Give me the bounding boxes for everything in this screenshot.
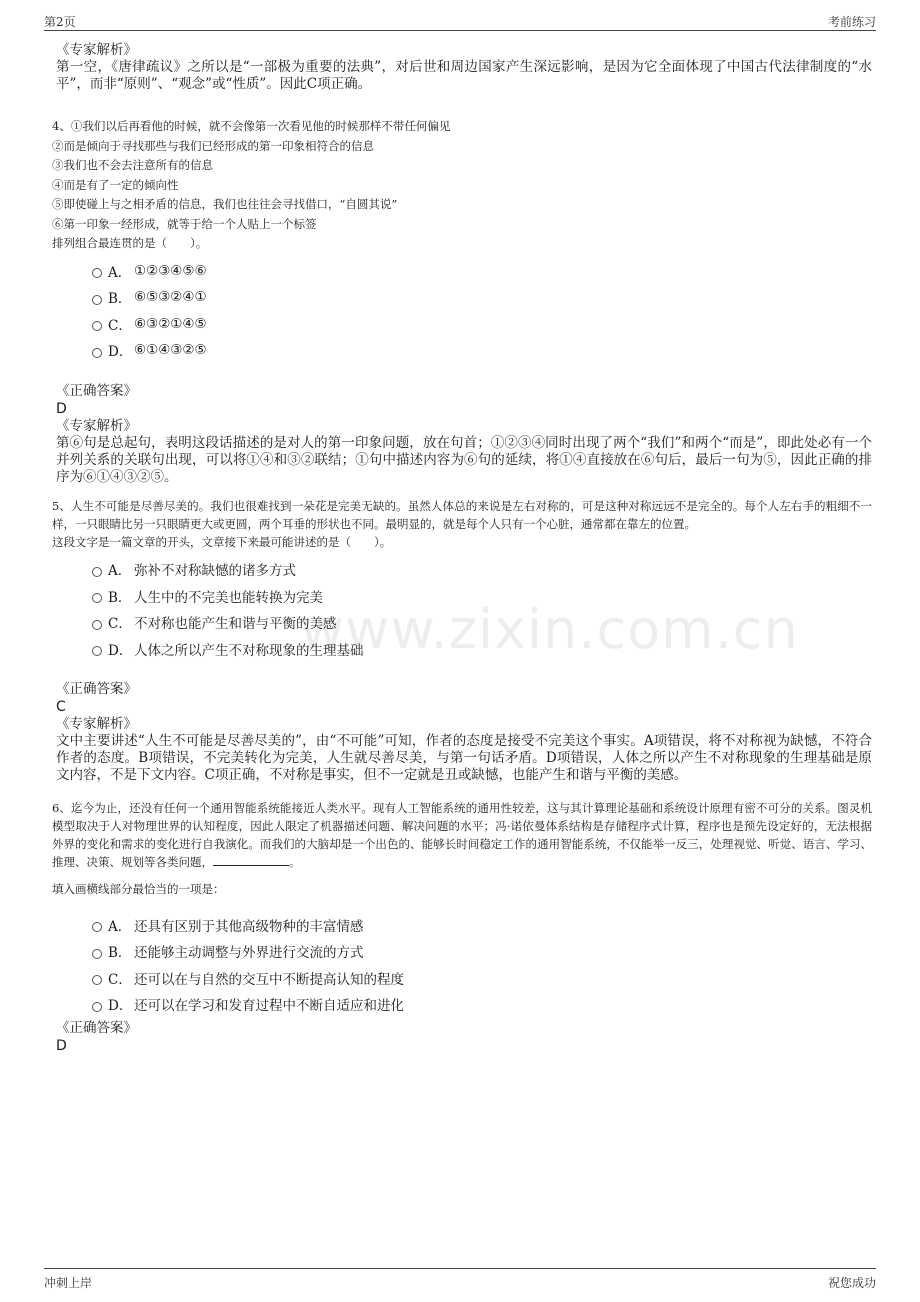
radio-icon[interactable] xyxy=(92,268,102,278)
option-letter: D． xyxy=(108,998,133,1015)
header-title: 考前练习 xyxy=(827,14,876,29)
page-footer xyxy=(44,1268,876,1293)
option-a[interactable] xyxy=(92,912,872,939)
option-letter: A． xyxy=(108,264,132,281)
question-line: ⑤即使碰上与之相矛盾的信息，我们也往往会寻找借口，“自圆其说” xyxy=(52,197,398,211)
option-letter: C． xyxy=(108,971,132,988)
answer-label: 《正确答案》 xyxy=(56,382,137,399)
question-tail: 。 xyxy=(289,855,301,869)
option-d[interactable] xyxy=(92,337,872,364)
options-list xyxy=(92,912,872,1018)
answer-value: D xyxy=(56,1037,67,1054)
watermark: www.zixin.com.cn xyxy=(300,598,799,661)
answer-value: C xyxy=(56,699,66,715)
question-prompt: 这段文字是一篇文章的开头，文章接下来最可能讲述的是（ ）。 xyxy=(52,534,392,549)
radio-icon[interactable] xyxy=(92,620,102,630)
radio-icon[interactable] xyxy=(92,321,102,331)
question-text: 5、人生不可能是尽善尽美的。我们也很难找到一朵花是完美无缺的。虽然人体总的来说是左右对称的，可是这种对称远远不是完全的。每个人左右手的粗细不一样，一只眼睛比另一只眼睛更大或更圆，两个耳垂的形状也不同。最明显的，就是每个人只有一个心脏，通常都在靠左的位置。 xyxy=(52,498,872,531)
option-letter: C． xyxy=(108,317,132,334)
option-b[interactable] xyxy=(92,284,872,311)
answer-label: 《正确答案》 xyxy=(56,681,137,697)
option-b[interactable] xyxy=(92,938,872,965)
radio-icon[interactable] xyxy=(92,567,102,577)
option-text: 还具有区别于其他高级物种的丰富情感 xyxy=(134,918,364,935)
page-header xyxy=(44,12,876,31)
analysis-label: 《专家解析》 xyxy=(56,42,137,58)
option-text: ⑥①④③②⑤ xyxy=(134,342,207,359)
fill-blank xyxy=(213,853,289,866)
question-text xyxy=(52,799,872,871)
question-4 xyxy=(52,117,872,486)
option-letter: C． xyxy=(108,616,132,633)
option-letter: B． xyxy=(108,291,132,308)
option-text: ⑥③②①④⑤ xyxy=(134,315,207,332)
radio-icon[interactable] xyxy=(92,646,102,656)
option-b[interactable] xyxy=(92,583,872,610)
answer-value: D xyxy=(56,400,67,417)
option-c[interactable] xyxy=(92,311,872,338)
option-text: 还可以在学习和发育过程中不断自适应和进化 xyxy=(134,998,404,1015)
footer-left: 冲刺上岸 xyxy=(44,1275,93,1290)
option-letter: D． xyxy=(108,642,133,659)
option-text: 人生中的不完美也能转换为完美 xyxy=(134,589,323,606)
analysis-label: 《专家解析》 xyxy=(56,417,137,434)
option-a[interactable] xyxy=(92,258,872,285)
question-line: ④而是有了一定的倾向性 xyxy=(52,177,179,192)
question-5 xyxy=(52,497,872,785)
option-text: ⑥⑤③②④① xyxy=(134,289,207,306)
analysis-text: 文中主要讲述“人生不可能是尽善尽美的”，由“不可能”可知，作者的态度是接受不完美这个事实。A项错误，将不对称视为缺憾，不符合作者的态度。B项错误，不完美转化为完美，人生就尽善尽美，与第一句话矛盾。D项错误，人体之所以产生不对称现象的生理基础是原文内容，不是下文内容。C项正确，不对称是事实，但不一定就是丑或缺憾，也能产生和谐与平衡的美感。 xyxy=(56,733,872,783)
option-d[interactable] xyxy=(92,991,872,1018)
radio-icon[interactable] xyxy=(92,949,102,959)
option-letter: D． xyxy=(108,344,133,361)
radio-icon[interactable] xyxy=(92,593,102,603)
radio-icon[interactable] xyxy=(92,1002,102,1012)
question-prompt: 排列组合最连贯的是（ ）。 xyxy=(52,236,208,250)
option-text: ①②③④⑤⑥ xyxy=(134,262,207,279)
radio-icon[interactable] xyxy=(92,348,102,358)
option-letter: B． xyxy=(108,945,132,962)
answer-label: 《正确答案》 xyxy=(56,1019,137,1036)
option-letter: A． xyxy=(108,563,132,580)
options-list xyxy=(92,556,872,662)
option-d[interactable] xyxy=(92,636,872,663)
option-a[interactable] xyxy=(92,556,872,583)
page-number: 第2页 xyxy=(44,14,76,29)
analysis-text: 第一空，《唐律疏议》之所以是“一部极为重要的法典”，对后世和周边国家产生深远影响，是因为它全面体现了中国古代法律制度的“水平”，而非“原则”、“观念”或“性质”。因此C项正确。 xyxy=(56,59,872,92)
option-letter: A． xyxy=(108,918,132,935)
options-list xyxy=(92,258,872,364)
analysis-text: 第⑥句是总起句，表明这段话描述的是对人的第一印象问题，放在句首；①②③④同时出现了两个“我们”和两个“而是”，即此处必有一个并列关系的关联句出现，可以将①④和③②联结；①句中描述内容为⑥句的延续，将①④直接放在⑥句后，最后一句为⑤，因此正确的排序为⑥①④③②⑤。 xyxy=(56,434,872,485)
option-c[interactable] xyxy=(92,965,872,992)
question-line: 4、①我们以后再看他的时候，就不会像第一次看见他的时候那样不带任何偏见 xyxy=(52,119,451,133)
footer-right: 祝您成功 xyxy=(827,1275,876,1290)
radio-icon[interactable] xyxy=(92,922,102,932)
radio-icon[interactable] xyxy=(92,975,102,985)
prev-analysis xyxy=(52,42,872,93)
option-text: 还可以在与自然的交互中不断提高认知的程度 xyxy=(134,971,404,988)
radio-icon[interactable] xyxy=(92,295,102,305)
option-letter: B． xyxy=(108,589,132,606)
option-text: 人体之所以产生不对称现象的生理基础 xyxy=(134,642,364,659)
document-body xyxy=(52,42,872,1055)
question-prompt: 填入画横线部分最恰当的一项是： xyxy=(52,882,225,896)
question-line: ③我们也不会去注意所有的信息 xyxy=(52,158,213,172)
question-body: 6、迄今为止，还没有任何一个通用智能系统能接近人类水平。现有人工智能系统的通用性较差，这与其计算理论基础和系统设计原理有密不可分的关系。图灵机模型取决于人对物理世界的认知程度，因此人限定了机器描述问题、解决问题的水平；冯·诺依曼体系结构是存储程序式计算，程序也是预先设定好的，无法根据外界的变化和需求的变化进行自我演化。而我们的大脑却是一个出色的、能够长时间稳定工作的通用智能系统，不仅能举一反三，处理视觉、听觉、语言、学习、推理、决策、规划等各类问题， xyxy=(52,801,872,869)
option-text: 不对称也能产生和谐与平衡的美感 xyxy=(134,616,337,633)
option-c[interactable] xyxy=(92,609,872,636)
question-line: ②而是倾向于寻找那些与我们已经形成的第一印象相符合的信息 xyxy=(52,138,374,153)
question-line: ⑥第一印象一经形成，就等于给一个人贴上一个标签 xyxy=(52,216,317,231)
option-text: 还能够主动调整与外界进行交流的方式 xyxy=(134,945,364,962)
option-text: 弥补不对称缺憾的诸多方式 xyxy=(134,563,296,580)
question-6 xyxy=(52,799,872,1055)
analysis-label: 《专家解析》 xyxy=(56,716,137,732)
